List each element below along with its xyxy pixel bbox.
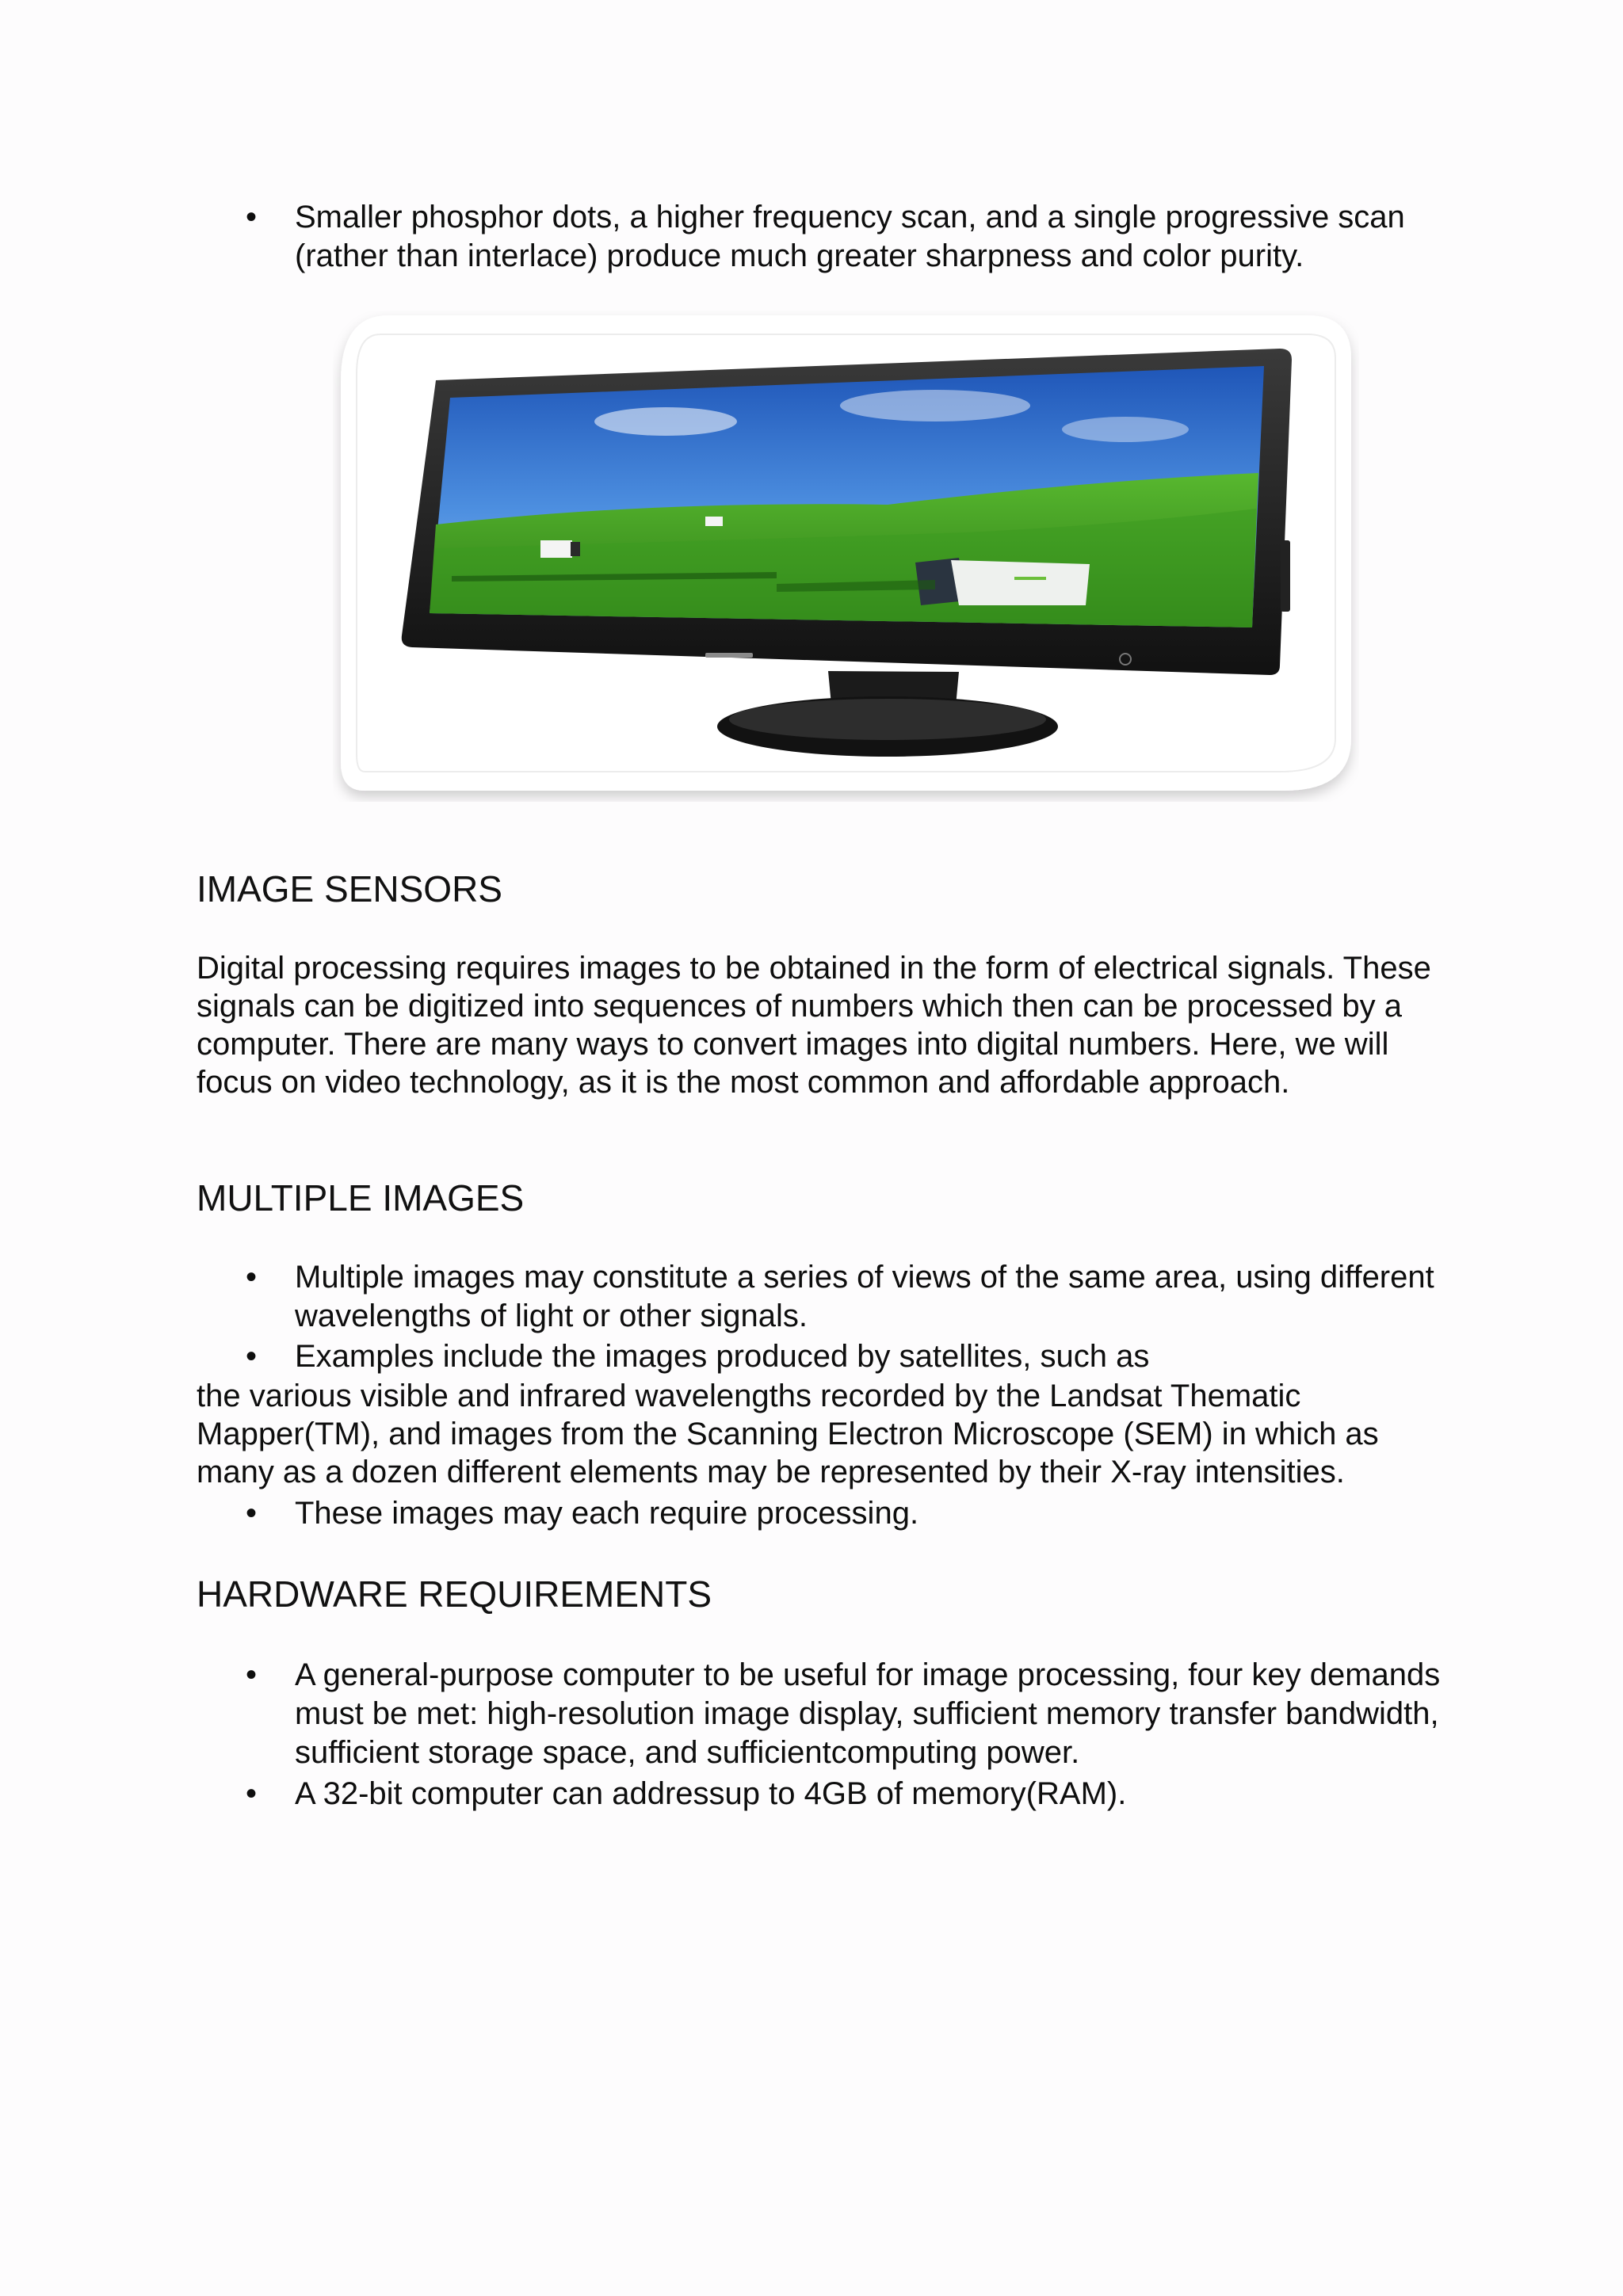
list-item: • Smaller phosphor dots, a higher frequency scan, and a single progressive scan (rather than interlace) produce much greater sharpness and color purity. (295, 198, 1444, 276)
list-item: • A general-purpose computer to be useful for image processing, four key demands must be met: high-resolution image display, sufficient memory transfer bandwidth, sufficient storage space, and sufficientcomputing power. (295, 1656, 1444, 1772)
list-item: • Multiple images may constitute a series of views of the same area, using different wavelengths of light or other signals. (295, 1258, 1444, 1336)
section-heading-hardware-requirements: HARDWARE REQUIREMENTS (197, 1573, 712, 1615)
widescreen-monitor-icon (333, 311, 1359, 802)
list-item: • These images may each require processing. (295, 1494, 1444, 1533)
monitor-image (333, 311, 1359, 802)
section-heading-image-sensors: IMAGE SENSORS (197, 868, 502, 910)
image-sensors-paragraph: Digital processing requires images to be obtained in the form of electrical signals. These signals can be digitized into sequences of numbers which then can be processed by a computer. There are many ways to convert images into digital numbers. Here, we will focus on video technology, as it is the most common and affordable approach. (197, 951, 1431, 1100)
multiple-images-continuation-text: the various visible and infrared wavelengths recorded by the Landsat Thematic Mapper(TM), and images from the Scanning Electron Microscope (SEM) in which as many as a dozen different elements may be represented by their X-ray intensities. (197, 1379, 1379, 1489)
section-heading-multiple-images: MULTIPLE IMAGES (197, 1177, 525, 1219)
list-item: • Examples include the images produced by satellites, such as (295, 1337, 1444, 1376)
list-item: • A 32-bit computer can addressup to 4GB of memory(RAM). (295, 1775, 1444, 1814)
